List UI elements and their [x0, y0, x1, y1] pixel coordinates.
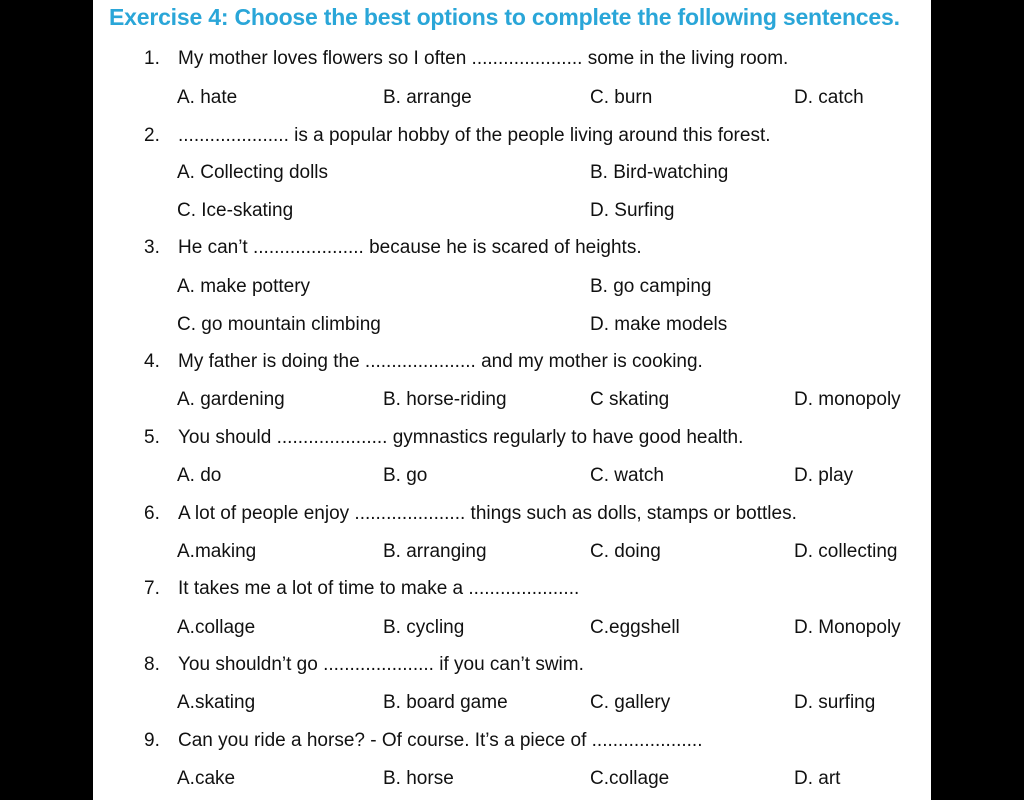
option-b: B. go camping [590, 276, 712, 297]
option-d: D. Monopoly [794, 617, 901, 638]
option-b: B. arrange [383, 87, 472, 108]
option-d: D. surfing [794, 692, 876, 713]
option-d: D. Surfing [590, 200, 675, 221]
option-a: A. gardening [177, 389, 285, 410]
question-number: 8. [144, 654, 160, 675]
option-a: A.skating [177, 692, 256, 713]
option-b: B. horse-riding [383, 389, 507, 410]
question-text: My father is doing the ..................... and my mother is cooking. [178, 351, 703, 372]
option-a: A. make pottery [177, 276, 311, 297]
option-d: D. collecting [794, 541, 898, 562]
option-a: A.cake [177, 768, 236, 789]
exercise-title: Exercise 4: Choose the best options to complete the following sentences. [109, 4, 900, 30]
option-c: C skating [590, 389, 670, 410]
question-text: You shouldn’t go ..................... if you can’t swim. [178, 654, 584, 675]
question-number: 7. [144, 578, 160, 599]
option-c: C. watch [590, 465, 664, 486]
question-text: You should ..................... gymnastics regularly to have good health. [178, 427, 744, 448]
option-b: B. horse [383, 768, 454, 789]
option-d: D. play [794, 465, 854, 486]
question-text: A lot of people enjoy ..................... things such as dolls, stamps or bottles. [178, 503, 797, 524]
option-b: B. cycling [383, 617, 465, 638]
option-c: C. gallery [590, 692, 671, 713]
option-c: C.collage [590, 768, 670, 789]
option-a: A.making [177, 541, 257, 562]
option-b: B. go [383, 465, 428, 486]
option-b: B. board game [383, 692, 508, 713]
question-number: 6. [144, 503, 160, 524]
option-c: C. Ice-skating [177, 200, 294, 221]
option-b: B. Bird-watching [590, 162, 729, 183]
question-text: He can’t ..................... because he is scared of heights. [178, 237, 642, 258]
option-c: C.eggshell [590, 617, 680, 638]
option-b: B. arranging [383, 541, 487, 562]
worksheet-page [93, 0, 931, 800]
option-d: D. monopoly [794, 389, 901, 410]
question-text: Can you ride a horse? - Of course. It’s a piece of ..................... [178, 730, 703, 751]
question-number: 3. [144, 237, 160, 258]
option-c: C. go mountain climbing [177, 314, 381, 335]
question-text: My mother loves flowers so I often ..................... some in the living room. [178, 48, 789, 69]
option-a: A. do [177, 465, 222, 486]
question-number: 9. [144, 730, 160, 751]
option-a: A. hate [177, 87, 238, 108]
option-d: D. make models [590, 314, 728, 335]
option-c: C. doing [590, 541, 661, 562]
question-number: 2. [144, 125, 160, 146]
question-text: It takes me a lot of time to make a ..................... [178, 578, 580, 599]
option-d: D. art [794, 768, 841, 789]
question-number: 5. [144, 427, 160, 448]
option-d: D. catch [794, 87, 864, 108]
question-number: 1. [144, 48, 160, 69]
option-a: A. Collecting dolls [177, 162, 329, 183]
option-a: A.collage [177, 617, 256, 638]
question-text: ..................... is a popular hobby of the people living around this forest. [178, 125, 771, 146]
question-number: 4. [144, 351, 160, 372]
option-c: C. burn [590, 87, 653, 108]
